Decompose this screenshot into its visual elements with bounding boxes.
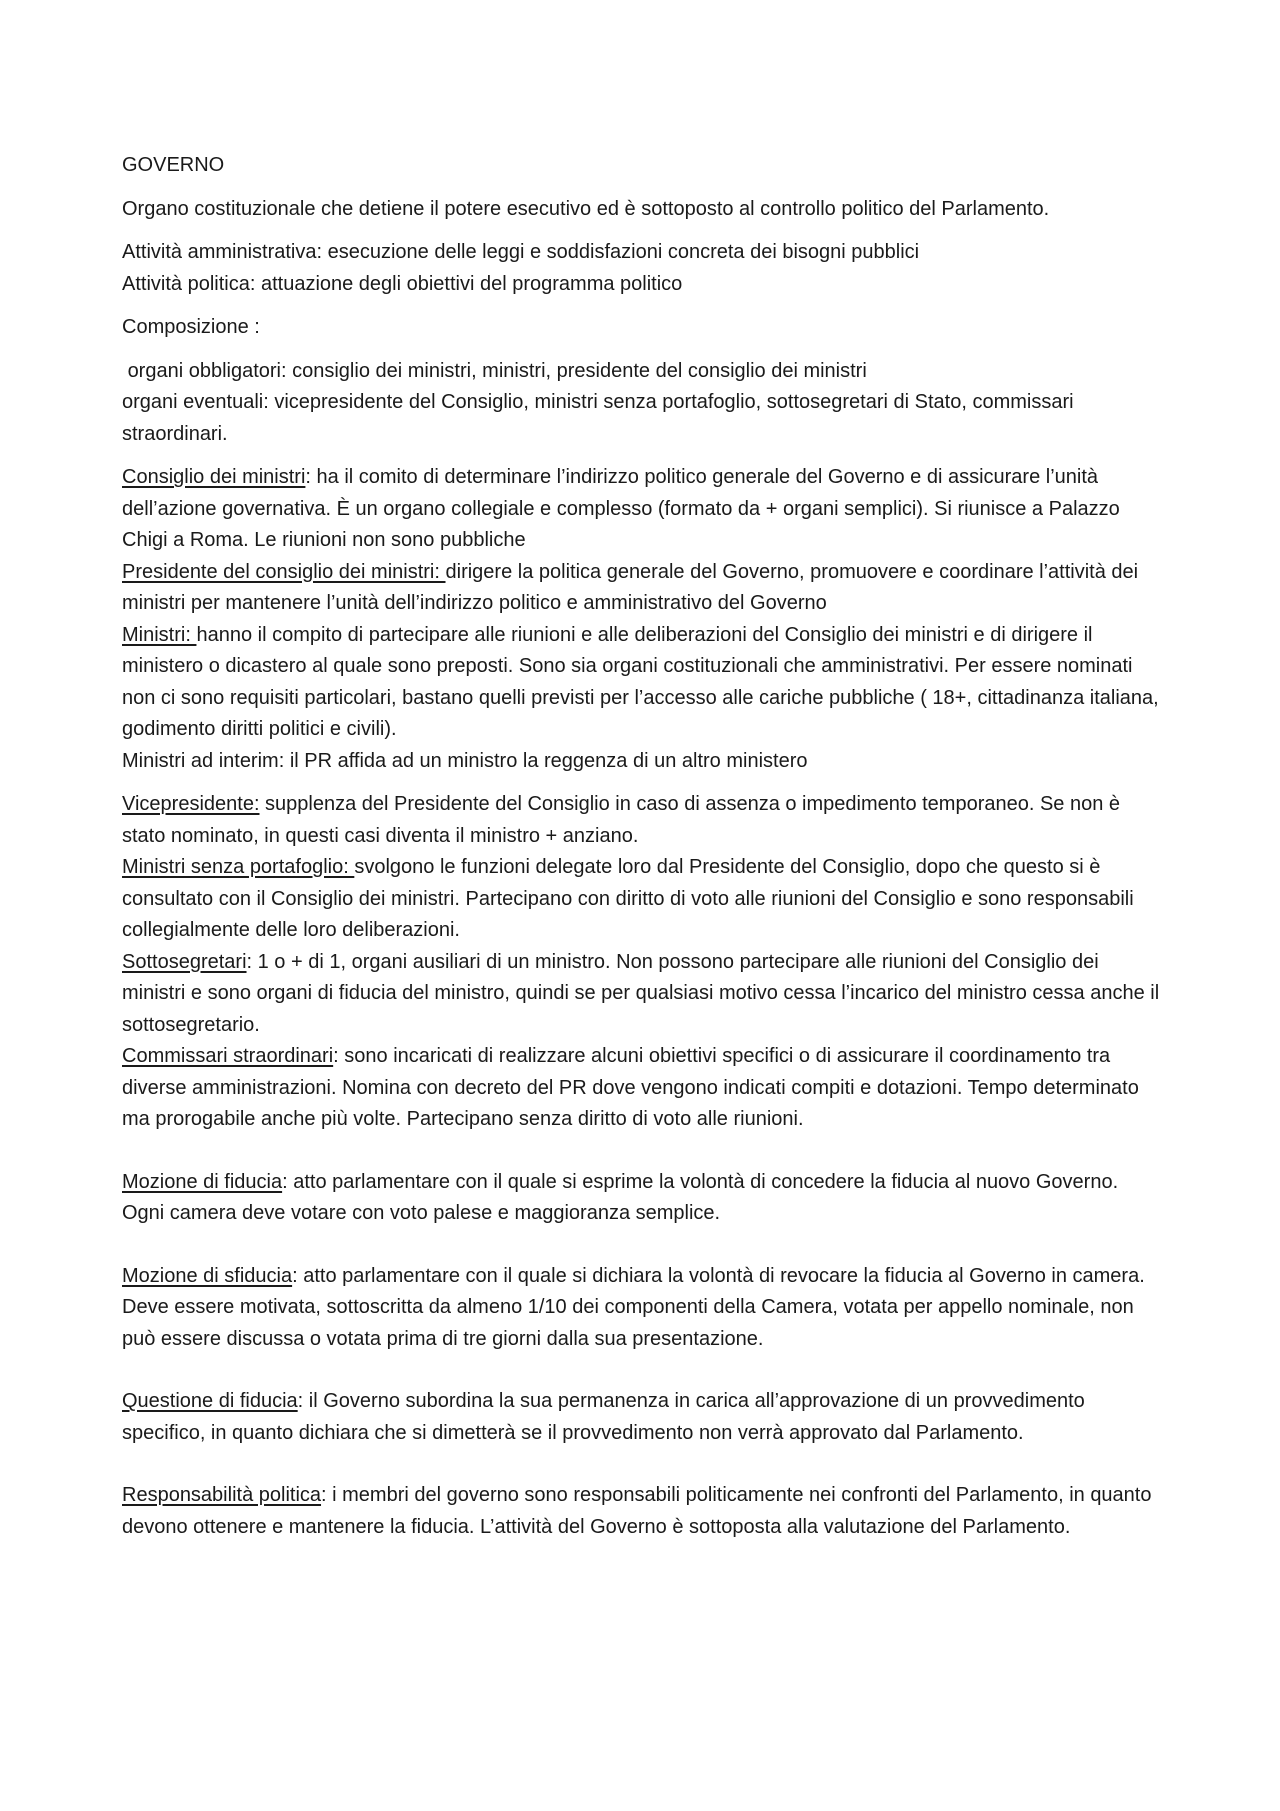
activity-political <box>122 269 1160 301</box>
term: Vicepresidente: <box>122 793 260 815</box>
questione-paragraph <box>122 1386 1160 1449</box>
term: Ministri senza portafoglio: <box>122 856 355 878</box>
term: Mozione di fiducia <box>122 1170 283 1193</box>
activity-administrative <box>122 237 1160 269</box>
term: Sottosegretari <box>122 950 247 973</box>
term-text: : atto parlamentare con il quale si dichiara la volontà di revocare la fiducia al Governo in camera. Deve essere motivata, sottoscritta da almeno 1/10 dei componenti della Camera, votata per appello nominale, non può essere discussa o votata prima di tre giorni dalla sua presentazione. <box>122 1264 1145 1350</box>
presidente-definition <box>122 557 1160 620</box>
composition-heading: Composizione : <box>122 316 260 338</box>
consiglio-definition <box>122 462 1160 557</box>
organs-definitions-block <box>122 462 1160 777</box>
term-text: dirigere la politica generale del Governo, promuovere e coordinare l’attività dei ministri per mantenere l’unità dell’indirizzo politico e amministrativo del Governo <box>122 560 1139 614</box>
term: Mozione di sfiducia <box>122 1264 293 1287</box>
sottosegretari-definition <box>122 947 1160 1042</box>
activity-label: Attività politica <box>122 272 250 295</box>
responsabilita-paragraph <box>122 1480 1160 1543</box>
term: Ministri: <box>122 623 197 646</box>
commissari-definition <box>122 1041 1160 1136</box>
term-text: : sono incaricati di realizzare alcuni obiettivi specifici o di assicurare il coordinamento tra diverse amministrazioni. Nomina con decreto del PR dove vengono indicati compiti e dotazioni. Tempo determinato ma prorogabile anche più volte. Partecipano senza diritto di voto alle riunioni. <box>122 1045 1139 1130</box>
optional-organs: organi eventuali: vicepresidente del Consiglio, ministri senza portafoglio, sottosegretari di Stato, commissari straordinari. <box>122 391 1074 445</box>
optional-organs-definitions-block <box>122 789 1160 1136</box>
term-text: : 1 o + di 1, organi ausiliari di un ministro. Non possono partecipare alle riunioni del Consiglio dei ministri e sono organi di fiducia del ministro, quindi se per qualsiasi motivo cessa l’incarico del ministro cessa anche il sottosegretario. <box>122 950 1160 1036</box>
term-text: : ha il comito di determinare l’indirizzo politico generale del Governo e di assicurare l’unità dell’azione governativa. È un organo collegiale e complesso (formato da + organi semplici). Si riunisce a Palazzo Chigi a Roma. Le riunioni non sono pubbliche <box>122 466 1120 551</box>
term-text: : atto parlamentare con il quale si esprime la volontà di concedere la fiducia al nuovo Governo. Ogni camera deve votare con voto palese e maggioranza semplice. <box>122 1170 1119 1224</box>
term: Presidente del consiglio dei ministri: <box>122 560 446 583</box>
interim-definition: Ministri ad interim: il PR affida ad un ministro la reggenza di un altro ministero <box>122 749 808 772</box>
term: Commissari straordinari <box>122 1045 334 1067</box>
term-text: svolgono le funzioni delegate loro dal Presidente del Consiglio, dopo che questo si è consultato con il Consiglio dei ministri. Partecipano con diritto di voto alle riunioni del Consiglio e sono responsabili collegialmente delle loro deliberazioni. <box>122 856 1134 941</box>
term: Questione di fiducia <box>122 1390 298 1412</box>
term-text: supplenza del Presidente del Consiglio in caso di assenza o impedimento temporaneo. Se non è stato nominato, in questi casi diventa il ministro + anziano. <box>122 793 1121 847</box>
activity-label: Attività amministrativa <box>122 241 317 263</box>
senza-portafoglio-definition <box>122 852 1160 947</box>
mandatory-organs: organi obbligatori: consiglio dei ministri, ministri, presidente del consiglio dei ministri <box>122 359 867 382</box>
activities-paragraph <box>122 237 1160 300</box>
term: Consiglio dei ministri <box>122 466 306 488</box>
organs-paragraph <box>122 356 1160 451</box>
fiducia-paragraph <box>122 1167 1160 1230</box>
vicepresidente-definition <box>122 789 1160 852</box>
document-title: GOVERNO <box>122 154 225 176</box>
activity-text: : esecuzione delle leggi e soddisfazioni concreta dei bisogni pubblici <box>316 241 920 263</box>
term-text: : i membri del governo sono responsabili politicamente nei confronti del Parlamento, in quanto devono ottenere e mantenere la fiducia. L’attività del Governo è sottoposta alla valutazione del Parlamento. <box>122 1484 1152 1538</box>
term-text: hanno il compito di partecipare alle riunioni e alle deliberazioni del Consiglio dei ministri e di dirigere il ministero o dicastero al quale sono preposti. Sono sia organi costituzionali che amministrativi. Per essere nominati non ci sono requisiti particolari, bastano quelli previsti per l’accesso alle cariche pubbliche ( 18+, cittadinanza italiana, godimento diritti politici e civili). <box>122 623 1159 740</box>
term: Responsabilità politica <box>122 1484 322 1506</box>
activity-text: : attuazione degli obiettivi del programma politico <box>249 272 683 295</box>
term-text: : il Governo subordina la sua permanenza in carica all’approvazione di un provvedimento specifico, in quanto dichiara che si dimetterà se il provvedimento non verrà approvato dal Parlamento. <box>122 1390 1085 1444</box>
definition-paragraph: Organo costituzionale che detiene il potere esecutivo ed è sottoposto al controllo politico del Parlamento. <box>122 197 1050 220</box>
ministri-definition <box>122 620 1160 746</box>
sfiducia-paragraph <box>122 1261 1160 1356</box>
